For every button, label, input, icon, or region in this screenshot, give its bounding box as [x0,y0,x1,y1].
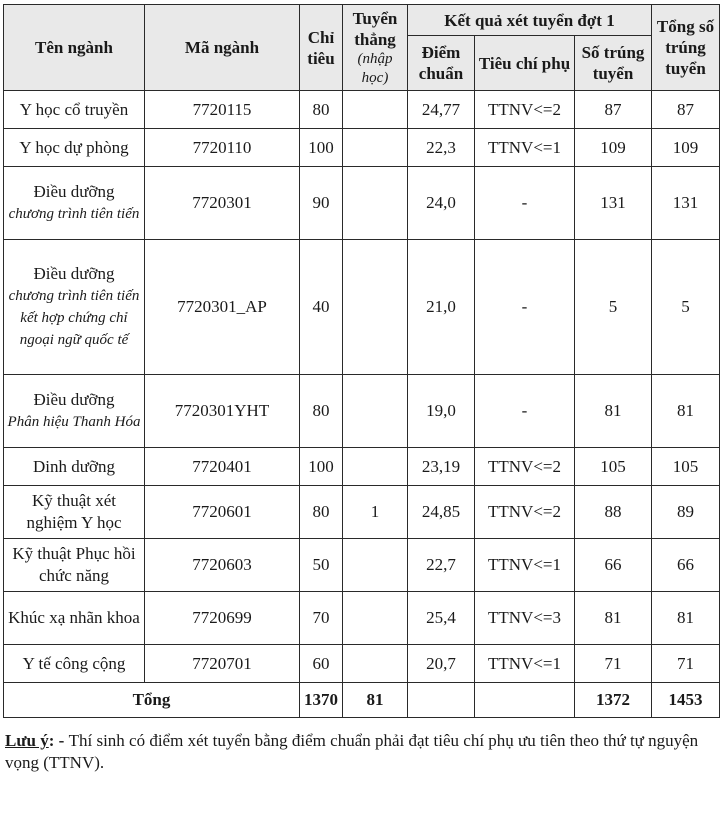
major-name: Khúc xạ nhãn khoa [8,608,140,627]
admitted-count-cell: 81 [575,375,652,448]
major-program-note: Phân hiệu Thanh Hóa [7,414,141,430]
secondary-criteria-cell: TTNV<=2 [475,448,575,486]
total-admitted-cell: 5 [652,240,720,375]
secondary-criteria-cell: TTNV<=1 [475,129,575,167]
total-admitted-cell: 109 [652,129,720,167]
total-admitted-cell: 71 [652,645,720,683]
table-row [4,486,720,539]
totals-admitted: 1372 [575,683,652,718]
table-row [4,240,720,375]
admitted-count-cell: 66 [575,539,652,592]
major-name-cell [4,240,145,375]
footnote-text: Thí sinh có điểm xét tuyển bằng điểm chuẩn phải đạt tiêu chí phụ ưu tiên theo thứ tự nguyện vọng (TTNV). [5,731,699,772]
header-direct-label: Tuyển thẳng [352,8,398,49]
header-admitted-count: Số trúng tuyển [575,36,652,91]
quota-cell: 80 [300,486,343,539]
major-name-cell [4,167,145,240]
secondary-criteria-cell: - [475,375,575,448]
header-round1-group: Kết quả xét tuyển đợt 1 [408,5,652,36]
direct-admission-cell [343,167,408,240]
major-name-cell [4,592,145,645]
cutoff-score-cell: 22,3 [408,129,475,167]
major-name-cell [4,91,145,129]
direct-admission-cell [343,240,408,375]
quota-cell: 100 [300,129,343,167]
quota-cell: 80 [300,91,343,129]
secondary-criteria-cell: TTNV<=1 [475,645,575,683]
direct-admission-cell [343,375,408,448]
admission-results-table [3,4,720,718]
table-row [4,375,720,448]
major-name: Dinh dưỡng [33,456,115,476]
major-code-cell: 7720301 [145,167,300,240]
table-row [4,539,720,592]
admitted-count-cell: 131 [575,167,652,240]
table-footer [4,683,720,718]
header-secondary-criteria: Tiêu chí phụ [475,36,575,91]
table-header [4,5,720,91]
header-direct-admission [343,5,408,91]
footnote-colon: : [48,731,55,750]
totals-row [4,683,720,718]
cutoff-score-cell: 21,0 [408,240,475,375]
direct-admission-cell [343,539,408,592]
header-major-code: Mã ngành [145,5,300,91]
direct-admission-cell [343,129,408,167]
major-code-cell: 7720301YHT [145,375,300,448]
total-admitted-cell: 66 [652,539,720,592]
direct-admission-cell [343,91,408,129]
quota-cell: 90 [300,167,343,240]
cutoff-score-cell: 22,7 [408,539,475,592]
header-direct-sub: (nhập học) [357,50,393,86]
major-code-cell: 7720301_AP [145,240,300,375]
major-code-cell: 7720601 [145,486,300,539]
totals-criteria [475,683,575,718]
table-row [4,167,720,240]
footnote-dash: - [54,731,69,750]
total-admitted-cell: 131 [652,167,720,240]
secondary-criteria-cell: - [475,240,575,375]
header-major-name: Tên ngành [4,5,145,91]
header-quota: Chỉ tiêu [300,5,343,91]
secondary-criteria-cell: TTNV<=2 [475,486,575,539]
direct-admission-cell [343,592,408,645]
major-code-cell: 7720699 [145,592,300,645]
secondary-criteria-cell: - [475,167,575,240]
totals-total: 1453 [652,683,720,718]
table-row [4,448,720,486]
cutoff-score-cell: 23,19 [408,448,475,486]
major-name: Điều dưỡng [33,264,115,283]
totals-score [408,683,475,718]
cutoff-score-cell: 25,4 [408,592,475,645]
major-name-cell [4,375,145,448]
secondary-criteria-cell: TTNV<=1 [475,539,575,592]
table-row [4,645,720,683]
major-code-cell: 7720115 [145,91,300,129]
major-code-cell: 7720401 [145,448,300,486]
major-name-cell [4,129,145,167]
total-admitted-cell: 105 [652,448,720,486]
major-program-note: chương trình tiên tiến [8,206,140,222]
table-row [4,129,720,167]
quota-cell: 40 [300,240,343,375]
quota-cell: 100 [300,448,343,486]
major-name: Điều dưỡng [33,390,115,409]
major-name: Y học cổ truyền [19,99,129,119]
document-page [3,4,719,774]
cutoff-score-cell: 19,0 [408,375,475,448]
major-name: Kỹ thuật xét nghiệm Y học [26,491,122,532]
header-total-admitted: Tổng số trúng tuyển [652,5,720,91]
totals-direct: 81 [343,683,408,718]
footnote [3,730,719,774]
table-row [4,91,720,129]
cutoff-score-cell: 24,85 [408,486,475,539]
cutoff-score-cell: 24,77 [408,91,475,129]
major-code-cell: 7720701 [145,645,300,683]
direct-admission-cell: 1 [343,486,408,539]
admitted-count-cell: 87 [575,91,652,129]
totals-label: Tổng [4,683,300,718]
total-admitted-cell: 81 [652,592,720,645]
total-admitted-cell: 89 [652,486,720,539]
footnote-label: Lưu ý [5,731,49,750]
table-row [4,592,720,645]
admitted-count-cell: 109 [575,129,652,167]
major-name: Điều dưỡng [33,182,115,201]
cutoff-score-cell: 24,0 [408,167,475,240]
major-program-note: chương trình tiên tiến kết hợp chứng chỉ ngoại ngữ quốc tế [8,288,140,348]
direct-admission-cell [343,448,408,486]
total-admitted-cell: 81 [652,375,720,448]
table-body [4,91,720,683]
admitted-count-cell: 81 [575,592,652,645]
admitted-count-cell: 71 [575,645,652,683]
secondary-criteria-cell: TTNV<=3 [475,592,575,645]
cutoff-score-cell: 20,7 [408,645,475,683]
major-name: Y tế công cộng [22,653,126,673]
admitted-count-cell: 88 [575,486,652,539]
totals-quota: 1370 [300,683,343,718]
major-name-cell [4,448,145,486]
admitted-count-cell: 105 [575,448,652,486]
major-name-cell [4,645,145,683]
quota-cell: 50 [300,539,343,592]
admitted-count-cell: 5 [575,240,652,375]
major-name-cell [4,539,145,592]
secondary-criteria-cell: TTNV<=2 [475,91,575,129]
direct-admission-cell [343,645,408,683]
major-name-cell [4,486,145,539]
major-code-cell: 7720603 [145,539,300,592]
quota-cell: 80 [300,375,343,448]
total-admitted-cell: 87 [652,91,720,129]
quota-cell: 70 [300,592,343,645]
quota-cell: 60 [300,645,343,683]
major-name: Kỹ thuật Phục hồi chức năng [12,544,136,585]
major-code-cell: 7720110 [145,129,300,167]
header-cutoff-score: Điểm chuẩn [408,36,475,91]
major-name: Y học dự phòng [19,137,129,157]
